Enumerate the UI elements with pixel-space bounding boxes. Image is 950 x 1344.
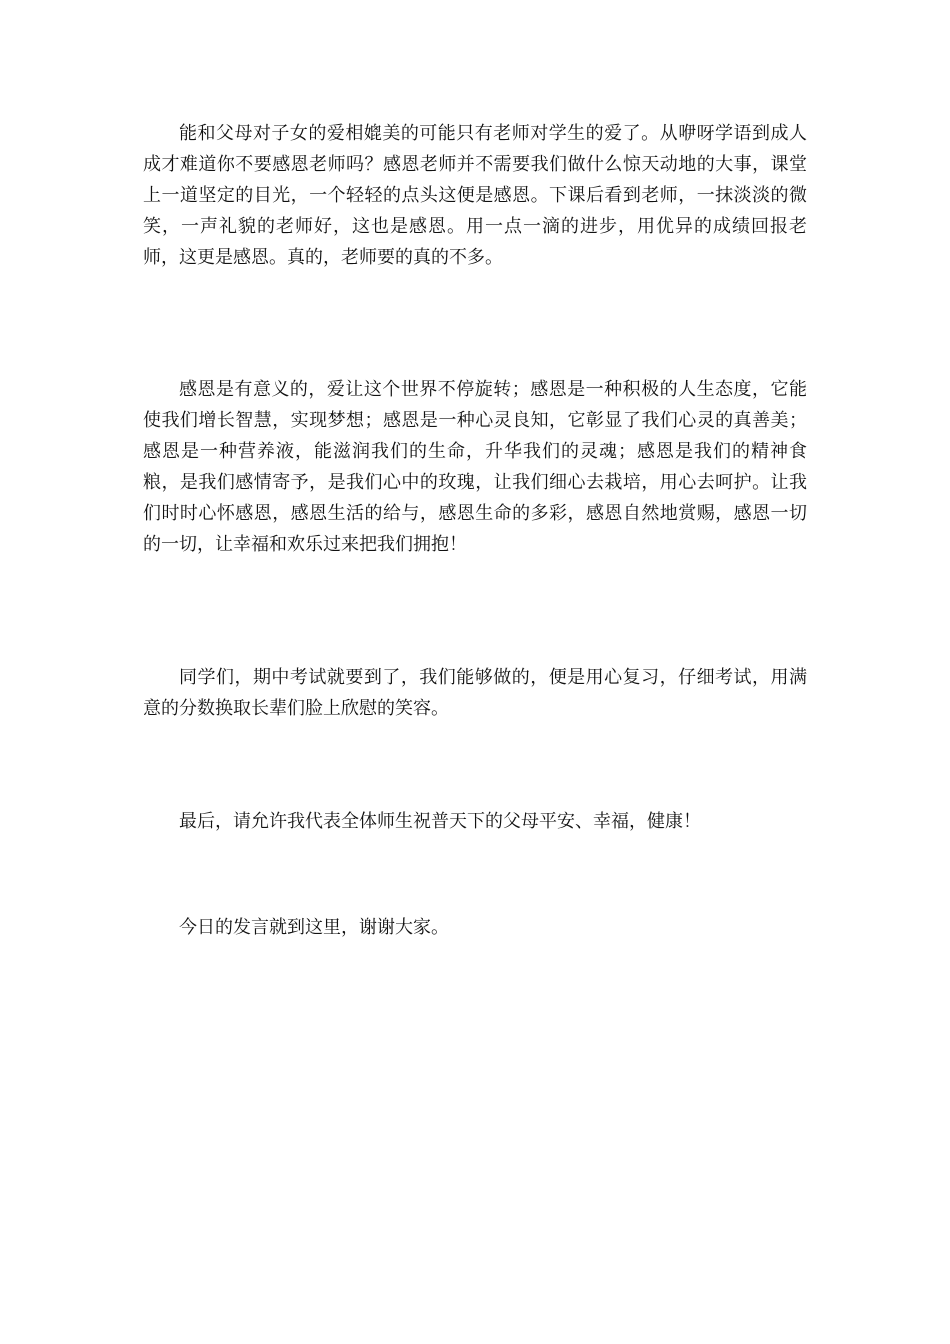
paragraph-1: 能和父母对子女的爱相媲美的可能只有老师对学生的爱了。从咿呀学语到成人成才难道你不要感恩老师吗？感恩老师并不需要我们做什么惊天动地的大事，课堂上一道坚定的目光，一个轻轻的点头这便是感恩。下课后看到老师，一抹淡淡的微笑，一声礼貌的老师好，这也是感恩。用一点一滴的进步，用优异的成绩回报老师，这更是感恩。真的，老师要的真的不多。	[143, 123, 807, 268]
paragraph-4: 最后，请允许我代表全体师生祝普天下的父母平安、幸福，健康！	[179, 811, 701, 832]
document-body	[143, 118, 807, 943]
paragraph-5: 今日的发言就到这里，谢谢大家。	[179, 917, 449, 938]
paragraph-3: 同学们，期中考试就要到了，我们能够做的，便是用心复习，仔细考试，用满意的分数换取长辈们脸上欣慰的笑容。	[143, 667, 807, 719]
paragraph-2: 感恩是有意义的，爱让这个世界不停旋转；感恩是一种积极的人生态度，它能使我们增长智慧，实现梦想；感恩是一种心灵良知，它彰显了我们心灵的真善美；感恩是一种营养液，能滋润我们的生命，升华我们的灵魂；感恩是我们的精神食粮，是我们感情寄予，是我们心中的玫瑰，让我们细心去栽培，用心去呵护。让我们时时心怀感恩，感恩生活的给与，感恩生命的多彩，感恩自然地赏赐，感恩一切的一切，让幸福和欢乐过来把我们拥抱！	[143, 379, 807, 555]
